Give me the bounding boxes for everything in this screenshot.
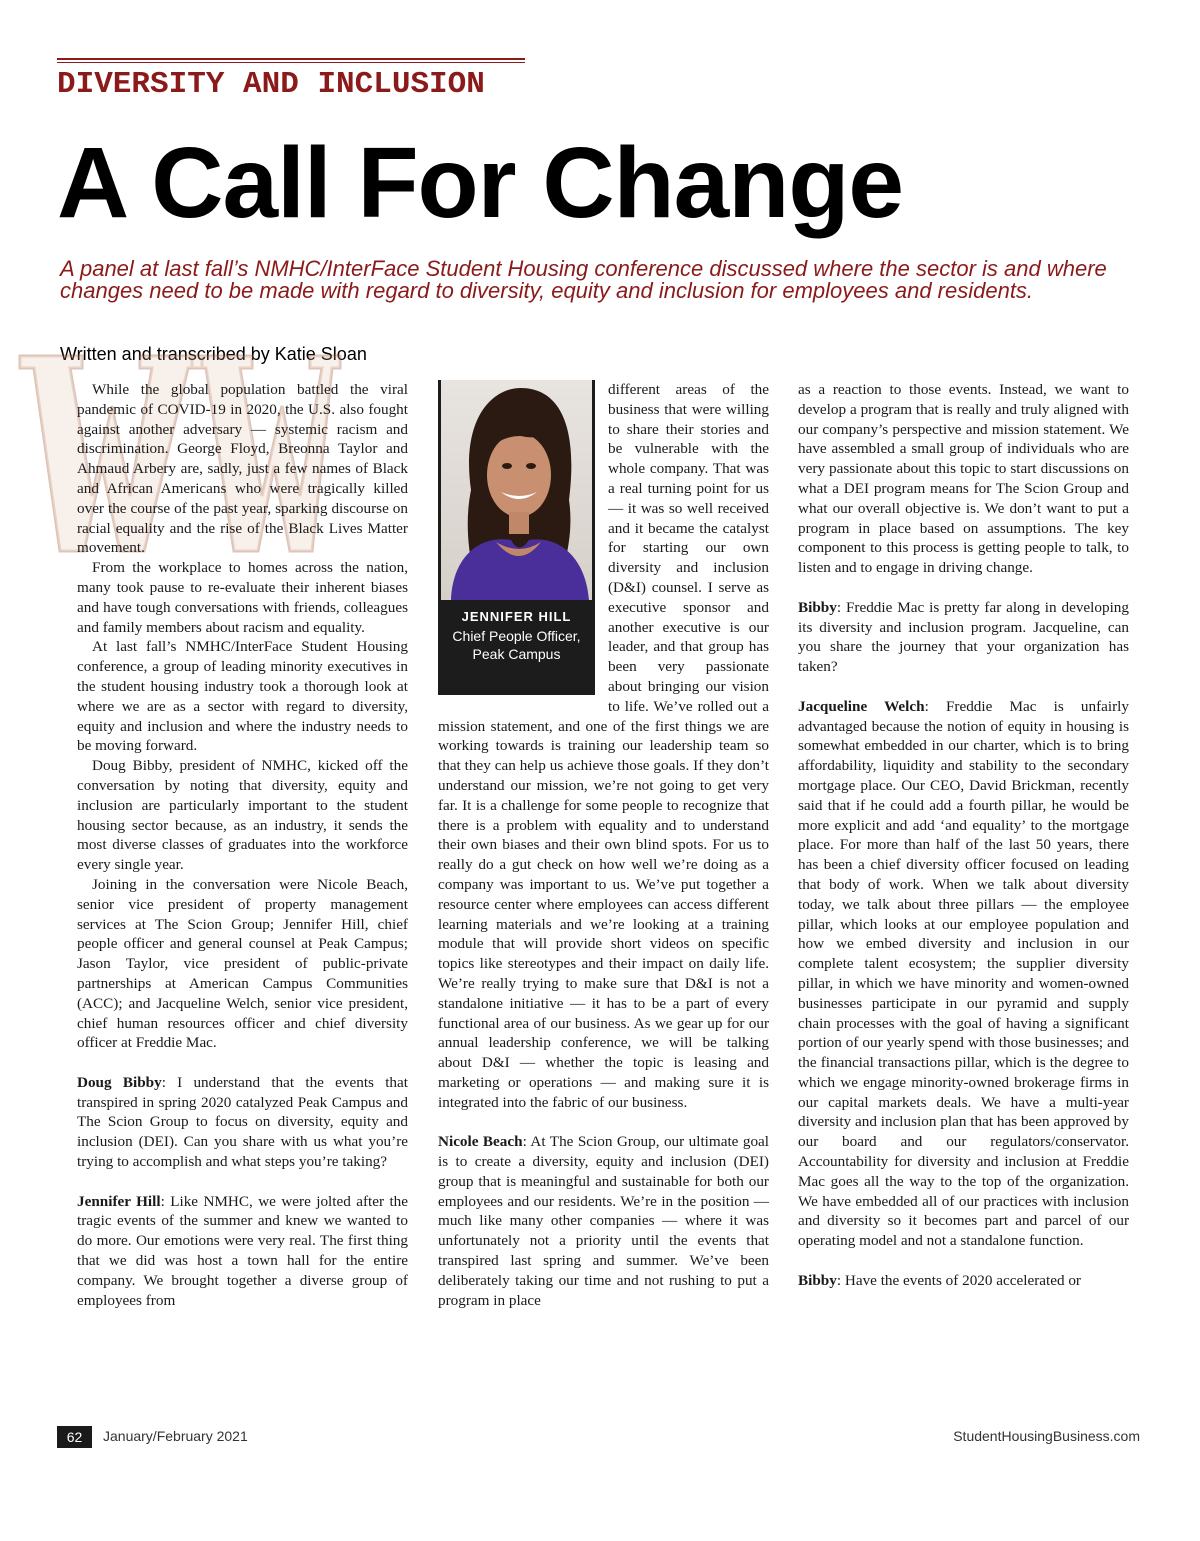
section-rule-top bbox=[57, 58, 525, 60]
deck-subtitle: A panel at last fall’s NMHC/InterFace Student Housing conference discussed where the sector is and where changes need to be made with regard to diversity, equity and inclusion for employees and residents. bbox=[60, 256, 1107, 303]
issue-date: January/February 2021 bbox=[103, 1428, 248, 1444]
section-label: DIVERSITY AND INCLUSION bbox=[57, 67, 485, 102]
question-paragraph bbox=[798, 1271, 1129, 1291]
headline: A Call For Change bbox=[57, 127, 904, 239]
photo-with-caption bbox=[438, 380, 595, 695]
question-paragraph bbox=[798, 598, 1129, 677]
speaker-text: : Freddie Mac is unfairly advantaged because the notion of equity in housing is somewhat embedded in our charter, which is to bring affordability, liquidity and stability to the secondary mortgage place. Our CEO, David Brickman, recently said that if he could add a fourth pillar, he would be more explicit and add ‘and equality’ to the mortgage place. For more than half of the last 50 years, there has been a chief diversity officer focused on leading that body of work. When we talk about diversity today, we talk about three pillars — the employee pillar, which looks at our employee population and how we embed diversity and inclusion in our complete talent ecosystem; the supplier diversity pillar, in which we have minority and women-owned businesses participate in our pyramid and supply chain processes with the goal of having a significant portion of our yearly spend with those businesses; and the financial transactions pillar, which is the degree to which we engage minority-owned brokerage firms in our capital markets deals. We have a multi-year diversity and inclusion plan that has been approved by our board and our regulators/conservator. Accountability for diversity and inclusion at Freddie Mac goes all the way to the top of the organization. We have embedded all of our practices with inclusion and diversity so it becomes part and parcel of our operating model and not a standalone function. bbox=[798, 697, 1129, 1250]
speaker-name: Bibby bbox=[798, 598, 837, 616]
website-footer: StudentHousingBusiness.com bbox=[953, 1428, 1140, 1444]
paragraph: different areas of the business that were willing to share their stories and be vulnerable with the whole company. That was a real turning point for us — it was so well received and it became the catalyst for starting our own diversity and inclusion (D&I) counsel. I serve as executive sponsor and another executive is our leader, and that group has been very passionate about bringing our vision to life. We’ve rolled out a mission statement, and one of the first things we are working towards is training our leadership team so that they can help us achieve those goals. If they don’t understand our mission, we’re not going to get very far. It is a challenge for some people to recognize that there is a problem with equality and to understand their own biases and their own blind spots. For us to really do a gut check on how well we’re doing as a company was important to us. We’ve put together a resource center where employees can access different learning materials and we’re looking at a training module that will provide short videos on specific topics like stereotypes and their impact on daily life. We’re really trying to make sure that D&I is not a standalone initiative — it has to be a part of every functional area of our business. As we gear up for our annual leadership conference, we will be talking about D&I — whether the topic is leasing and marketing or operations — and making sure it is integrated into the fabric of our business. bbox=[438, 381, 769, 1111]
speaker-name: Jennifer Hill bbox=[77, 1192, 161, 1210]
paragraph: While the global population battled the viral pandemic of COVID-19 in 2020, the U.S. also fought against another adversary — systemic racism and discrimination. George Floyd, Breonna Taylor and Ahmaud Arbery are, sadly, just a few names of Black and African Americans who were tragically killed over the course of the past year, sparking discourse on racial equality and the rise of the Black Lives Matter movement. bbox=[77, 381, 408, 557]
paragraph: Doug Bibby, president of NMHC, kicked off the conversation by noting that diversity, equity and inclusion are particularly important to the student housing sector because, as an industry, it sends the most diverse classes of graduates into the workforce every single year. bbox=[77, 757, 408, 874]
speaker-text: : Like NMHC, we were jolted after the tragic events of the summer and knew we wanted to do more. Our emotions were very real. The first thing that we did was host a town hall for the entire company. We brought together a diverse group of employees from bbox=[77, 1192, 408, 1309]
answer-paragraph bbox=[438, 1132, 769, 1310]
portrait-photo bbox=[441, 380, 592, 600]
caption-title: Chief People Officer, Peak Campus bbox=[452, 628, 581, 662]
paragraph: From the workplace to homes across the nation, many took pause to re-evaluate their inherent biases and have tough conversations with friends, colleagues and family members about racism and equality. bbox=[77, 559, 408, 636]
answer-paragraph bbox=[77, 1192, 408, 1311]
byline: Written and transcribed by Katie Sloan bbox=[60, 344, 367, 364]
section-rule-bottom bbox=[57, 62, 525, 63]
speaker-text: : I understand that the events that transpired in spring 2020 catalyzed Peak Campus and The Scion Group to focus on diversity, equity and inclusion (DEI). Can you share with us what you’re trying to accomplish and what steps you’re taking? bbox=[77, 1073, 408, 1171]
caption-name: JENNIFER HILL bbox=[461, 609, 572, 624]
article-column-1 bbox=[77, 380, 408, 1430]
speaker-text: : Have the events of 2020 accelerated or bbox=[836, 1271, 1081, 1289]
answer-paragraph bbox=[798, 697, 1129, 1251]
speaker-name: Bibby bbox=[798, 1271, 837, 1289]
speaker-text: : Freddie Mac is pretty far along in developing its diversity and inclusion program. Jacqueline, can you share the journey that your organization has taken? bbox=[798, 598, 1129, 676]
speaker-name: Nicole Beach bbox=[438, 1133, 523, 1151]
paragraph: as a reaction to those events. Instead, we want to develop a program that is really and truly aligned with our company’s perspective and mission statement. We have assembled a small group of individuals who are very passionate about this topic to start discussions on what a DEI program means for The Scion Group and what our overall objective is. We don’t want to put a program in place based on assumptions. The key component to this process is getting people to talk, to listen and to engage in driving change. bbox=[798, 381, 1129, 577]
speaker-name: Doug Bibby bbox=[77, 1073, 162, 1091]
article-column-3 bbox=[798, 380, 1129, 1430]
question-paragraph bbox=[77, 1073, 408, 1172]
speaker-text: : At The Scion Group, our ultimate goal is to create a diversity, equity and inclusion (DEI) group that is meaningful and sustainable for both our employees and our residents. We’re in the position — much like many other companies — where it was unfortunately not a priority until the events that transpired last spring and summer. We’ve been deliberately taking our time and not rushing to put a program in place bbox=[438, 1133, 769, 1309]
speaker-name: Jacqueline Welch bbox=[798, 697, 925, 715]
paragraph: Joining in the conversation were Nicole Beach, senior vice president of property management services at The Scion Group; Jennifer Hill, chief people officer and general counsel at Peak Campus; Jason Taylor, vice president of public-private partnerships at American Campus Communities (ACC); and Jacqueline Welch, senior vice president, chief human resources officer and chief diversity officer at Freddie Mac. bbox=[77, 875, 408, 1052]
article-column-2 bbox=[438, 380, 769, 1430]
page-number: 62 bbox=[57, 1426, 92, 1448]
paragraph: At last fall’s NMHC/InterFace Student Housing conference, a group of leading minority executives in the student housing industry took a thorough look at where we are as a sector with regard to diversity, equity and inclusion and where the industry needs to be moving forward. bbox=[77, 638, 408, 755]
